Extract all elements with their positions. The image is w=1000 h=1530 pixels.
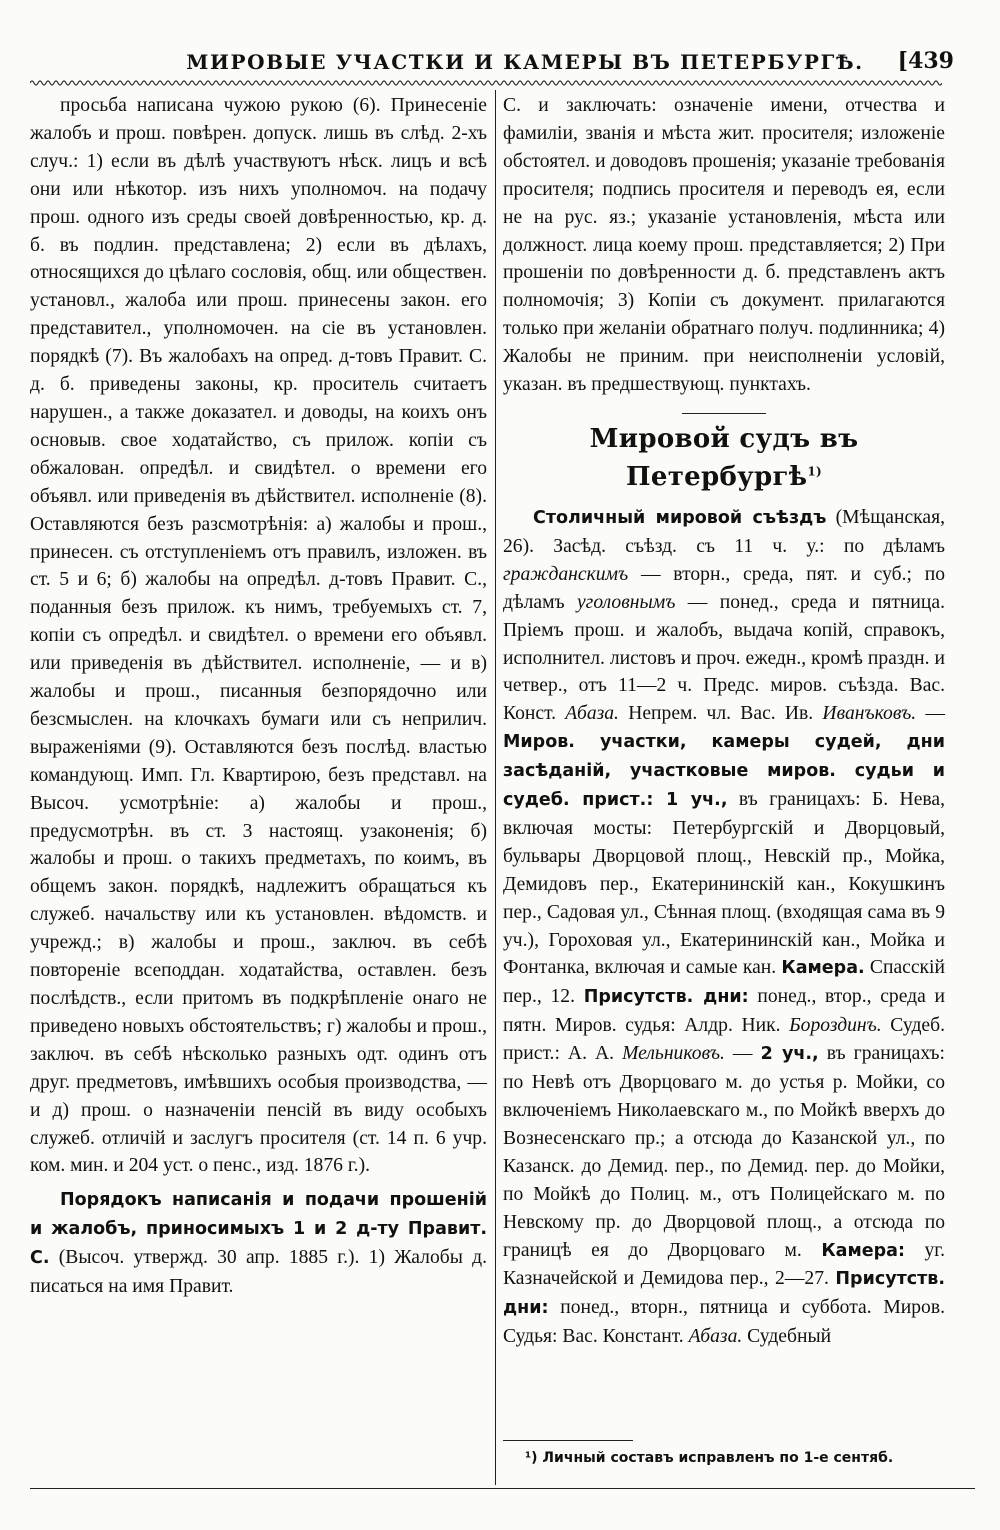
text-run: въ границахъ: Б. Нева, включая мосты: Петербургскій и Дворцовый, бульвары Дворцовой площ., Невскій пр., Мойка, Демидовъ пер., Екатерининскій кан., Кокушкинъ пер., Садовая ул., Сѣнная площ. (входящая сама въ 9 уч.), Гороховая ул., Екатерининскій кан., Мойка и Фонтанка, включая и самые кан. bbox=[503, 789, 945, 979]
right-paragraph-2 bbox=[503, 504, 945, 1351]
italic-name: Мельниковъ. bbox=[622, 1043, 725, 1065]
wavy-rule bbox=[30, 78, 942, 88]
left-paragraph-2 bbox=[30, 1186, 487, 1301]
left-paragraph-2-text: (Высоч. утвержд. 30 апр. 1885 г.). 1) Жалобы д. писаться на имя Правит. bbox=[30, 1247, 487, 1298]
italic-name: Иванъковъ. bbox=[822, 703, 917, 725]
right-column bbox=[503, 92, 945, 1351]
running-title: МИРОВЫЕ УЧАСТКИ И КАМЕРЫ ВЪ ПЕТЕРБУРГѢ. bbox=[186, 50, 864, 74]
footnote-rule bbox=[503, 1440, 633, 1441]
bold-run: Присутств. дни: bbox=[503, 1269, 945, 1319]
italic-name: Абаза. bbox=[565, 703, 619, 725]
text-run: — bbox=[916, 703, 945, 725]
bold-run: Миров. участки, камеры судей, дни засѣданій, участковые миров. судьи и судеб. прист.: 1 уч., bbox=[503, 732, 945, 811]
left-column bbox=[30, 92, 487, 1301]
left-paragraph-1: просьба написана чужою рукою (6). Принесеніе жалобъ и прош. повѣрен. допуск. лишь въ слѣд. 2-хъ случ.: 1) если въ дѣлѣ участвуютъ нѣск. лицъ и всѣ они или нѣкотор. изъ нихъ уполномоч. на подачу прош. одного изъ среды своей довѣренностью, кр. д. б. въ подлин. представлена; 2) если въ дѣлахъ, относящихся до цѣлаго сословія, общ. или обществен. установл., жалоба или прош. принесены закон. его представител., уполномочен. на сіе въ установлен. порядкѣ (7). Въ жалобахъ на опред. д-товъ Правит. С. д. б. приведены законы, кр. проситель считаетъ нарушен., а также доказател. и доводы, на коихъ онъ основыв. свое ходатайство, съ прилож. копіи съ обжалован. опредѣл. и свидѣтел. о времени его объявл. или приведенія въ дѣйствител. исполненіе (8). Оставляются безъ разсмотрѣнія: а) жалобы и прош., принесен. съ отступленіемъ отъ правилъ, изложен. въ ст. 5 и 6; б) жалобы на опредѣл. д-товъ Правит. С., поданныя безъ прилож. къ нимъ, требуемыхъ ст. 7, копіи съ опредѣл. и свидѣтел. о времени его объявл. или приведенія въ дѣйствител. исполненіе, — и в) жалобы и прош., писанныя безпорядочно или безсмыслен. на клочкахъ бумаги или съ неприлич. выраженіями (9). Оставляются безъ послѣд. властью командующ. Имп. Гл. Квартирою, безъ представл. на Высоч. усмотрѣніе: а) жалобы и прош., предусмотрѣн. въ ст. 3 настоящ. узаконенія; б) жалобы и прош. о такихъ предметахъ, по коимъ, въ общемъ закон. порядкѣ, надлежитъ обращаться къ служеб. начальству или къ установлен. вѣдомств. и учрежд.; в) жалобы и прош., заключ. въ себѣ повтореніе всеподдан. ходатайства, оставлен. безъ послѣдств., если притомъ въ подкрѣпленіе онаго не приведено новыхъ обстоятельствъ; г) жалобы и прош., заключ. въ себѣ нѣсколько разныхъ одт. одинъ отъ друг. предметовъ, имѣвшихъ особыя производства, — и д) прош. о назначеніи пенсій въ виду особыхъ служеб. отличій и заслугъ просителя (ст. 14 п. 6 учр. ком. мин. и 204 уст. о пенс., изд. 1876 г.). bbox=[30, 95, 487, 1177]
bold-run: Камера: bbox=[821, 1240, 905, 1261]
italic-run: уголовнымъ bbox=[576, 591, 676, 613]
bottom-rule bbox=[30, 1488, 975, 1489]
bold-run: Присутств. дни: bbox=[583, 987, 749, 1008]
text-run: въ границахъ: по Невѣ отъ Дворцоваго м. до устья р. Мойки, со включеніемъ Николаевскаго м., по Мойкѣ вверхъ до Вознесенскаго пр.; а отсюда до Казанской ул., по Казанск. до Демид. пер., по Демид. пер. до Мойки, по Мойкѣ до Полиц. м., отъ Полицейскаго м. по Невскому пр. до Дворцовой площ., а отсюда по границѣ ея до Дворцоваго м. bbox=[503, 1043, 945, 1261]
section-title bbox=[503, 420, 945, 496]
italic-name: Абаза. bbox=[688, 1326, 743, 1348]
right-paragraph-1: С. и заключать: означеніе имени, отчества и фамиліи, званія и мѣста жит. просителя; изложеніе обстоятел. и доводовъ прошенія; указаніе требованія просителя; подпись просителя и переводъ ея, если не на рус. яз.; указаніе установленія, мѣста или должност. лица коему прош. представляется; 2) При прошеніи по довѣренности д. б. представленъ актъ полномочія; 3) Копіи съ документ. прилагаются только при желаніи обратнаго получ. подлинника; 4) Жалобы не приним. при неисполненіи условій, указан. въ предшествующ. пунктахъ. bbox=[503, 95, 945, 396]
text-run: Судебный bbox=[742, 1326, 832, 1348]
column-divider bbox=[495, 90, 496, 1485]
italic-name: Бороздинъ. bbox=[789, 1015, 882, 1037]
italic-run: гражданскимъ bbox=[503, 563, 629, 585]
section-rule bbox=[682, 413, 766, 414]
text-run: Спасскій пер., 12. bbox=[503, 957, 945, 1008]
text-run: — понед., среда и пятница. Пріемъ прош. и жалобъ, выдача копій, справокъ, исполнител. листовъ и проч. ежедн., кромѣ праздн. и четвер., отъ 11—2 ч. Предс. миров. съѣзда. Вас. Конст. bbox=[503, 591, 945, 725]
text-run: — bbox=[724, 1043, 761, 1065]
text-run: уг. Казначейской и Демидова пер., 2—27. bbox=[503, 1239, 945, 1290]
page-number: [439 bbox=[897, 48, 954, 74]
text-run: — вторн., среда, пят. и суб.; по дѣламъ bbox=[503, 563, 945, 613]
congress-heading: Столичный мировой съѣздъ bbox=[533, 507, 827, 528]
footnote: ¹) Личный составъ исправленъ по 1-е сентяб. bbox=[525, 1450, 894, 1466]
text-run: понед., втор., среда и пятн. Миров. судья: Алдр. Ник. bbox=[503, 986, 945, 1037]
text-run: Судеб. прист.: А. А. bbox=[503, 1015, 945, 1065]
left-heading-bold: Порядокъ написанія и подачи прошеній и жалобъ, приносимыхъ 1 и 2 д-ту Правит. С. bbox=[30, 1190, 487, 1269]
text-run: Непрем. чл. Вас. Ив. bbox=[618, 703, 823, 725]
bold-run: 2 уч., bbox=[760, 1044, 819, 1065]
section-title-text: Мировой судъ въ Петербургѣ bbox=[589, 423, 859, 492]
text-run: (Мѣщанская, 26). Засѣд. съѣзд. съ 11 ч. у.: по дѣламъ bbox=[503, 506, 946, 557]
section-footnote-mark: 1) bbox=[807, 464, 822, 479]
bold-run: Камера. bbox=[781, 958, 865, 979]
text-run: понед., вторн., пятница и суббота. Миров. Судья: Вас. Констант. bbox=[503, 1297, 945, 1348]
